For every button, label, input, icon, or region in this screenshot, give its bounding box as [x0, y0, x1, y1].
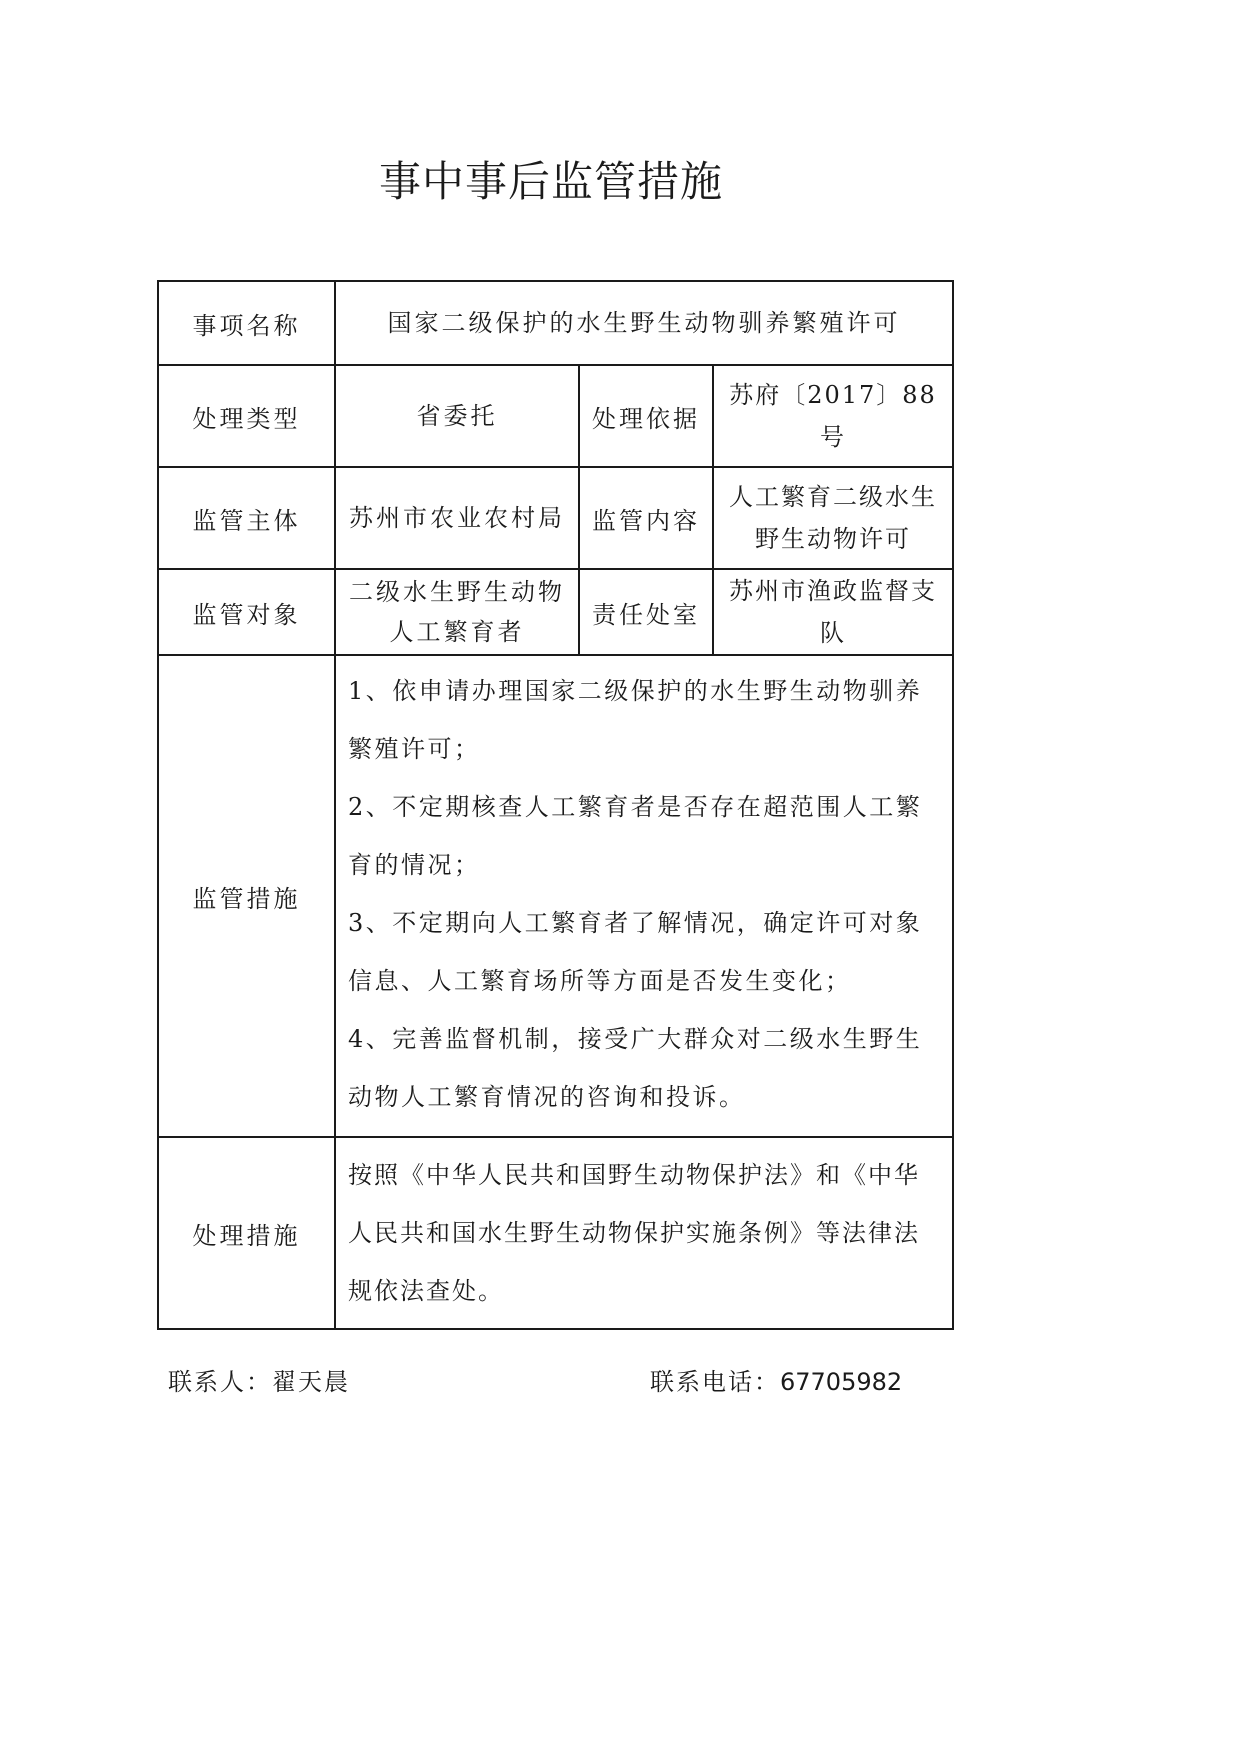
handling-basis-line2: 号: [820, 423, 847, 451]
row-handling-type: [158, 365, 953, 467]
office-label: 责任处室: [579, 569, 713, 655]
measure-item: 2、不定期核查人工繁育者是否存在超范围人工繁育的情况；: [348, 793, 923, 879]
row-measures: [158, 655, 953, 1137]
row-item-name: [158, 281, 953, 365]
phone-label: 联系电话：: [650, 1368, 780, 1396]
object-line1: 二级水生野生动物: [349, 578, 565, 606]
office-line2: 队: [820, 619, 847, 647]
office-value: [713, 569, 953, 655]
measure-item: 1、依申请办理国家二级保护的水生野生动物驯养繁殖许可；: [348, 677, 923, 763]
object-value: [335, 569, 579, 655]
phone-number: 67705982: [780, 1368, 903, 1396]
object-line2: 人工繁育者: [389, 618, 525, 646]
contact-person: [168, 1362, 350, 1402]
content-line1: 人工繁育二级水生: [729, 483, 938, 511]
handling-basis-line1: 苏府〔2017〕88: [729, 381, 937, 409]
handling-basis-label: 处理依据: [579, 365, 713, 467]
subject-value: 苏州市农业农村局: [335, 467, 579, 569]
measure-item: 3、不定期向人工繁育者了解情况，确定许可对象信息、人工繁育场所等方面是否发生变化；: [348, 909, 923, 995]
handling-basis-value: [713, 365, 953, 467]
row-handling-measures: [158, 1137, 953, 1329]
handling-type-label: 处理类型: [158, 365, 335, 467]
item-name-value: 国家二级保护的水生野生动物驯养繁殖许可: [335, 281, 953, 365]
row-subject: [158, 467, 953, 569]
measures-label: 监管措施: [158, 655, 335, 1137]
contact-phone: [650, 1362, 902, 1402]
content-value: [713, 467, 953, 569]
handling-measures-value: 按照《中华人民共和国野生动物保护法》和《中华人民共和国水生野生动物保护实施条例》等法律法规依法查处。: [335, 1137, 953, 1329]
contact-name: 翟天晨: [272, 1368, 350, 1396]
object-label: 监管对象: [158, 569, 335, 655]
contact-label: 联系人：: [168, 1368, 272, 1396]
office-line1: 苏州市渔政监督支: [729, 577, 938, 605]
measures-list: [335, 655, 953, 1137]
item-name-label: 事项名称: [158, 281, 335, 365]
measure-item: 4、完善监督机制，接受广大群众对二级水生野生动物人工繁育情况的咨询和投诉。: [348, 1025, 923, 1111]
handling-measures-label: 处理措施: [158, 1137, 335, 1329]
supervision-table: [157, 280, 954, 1330]
document-title: 事中事后监管措施: [378, 157, 723, 206]
subject-label: 监管主体: [158, 467, 335, 569]
content-line2: 野生动物许可: [755, 525, 912, 553]
content-label: 监管内容: [579, 467, 713, 569]
handling-type-value: 省委托: [335, 365, 579, 467]
row-object: [158, 569, 953, 655]
